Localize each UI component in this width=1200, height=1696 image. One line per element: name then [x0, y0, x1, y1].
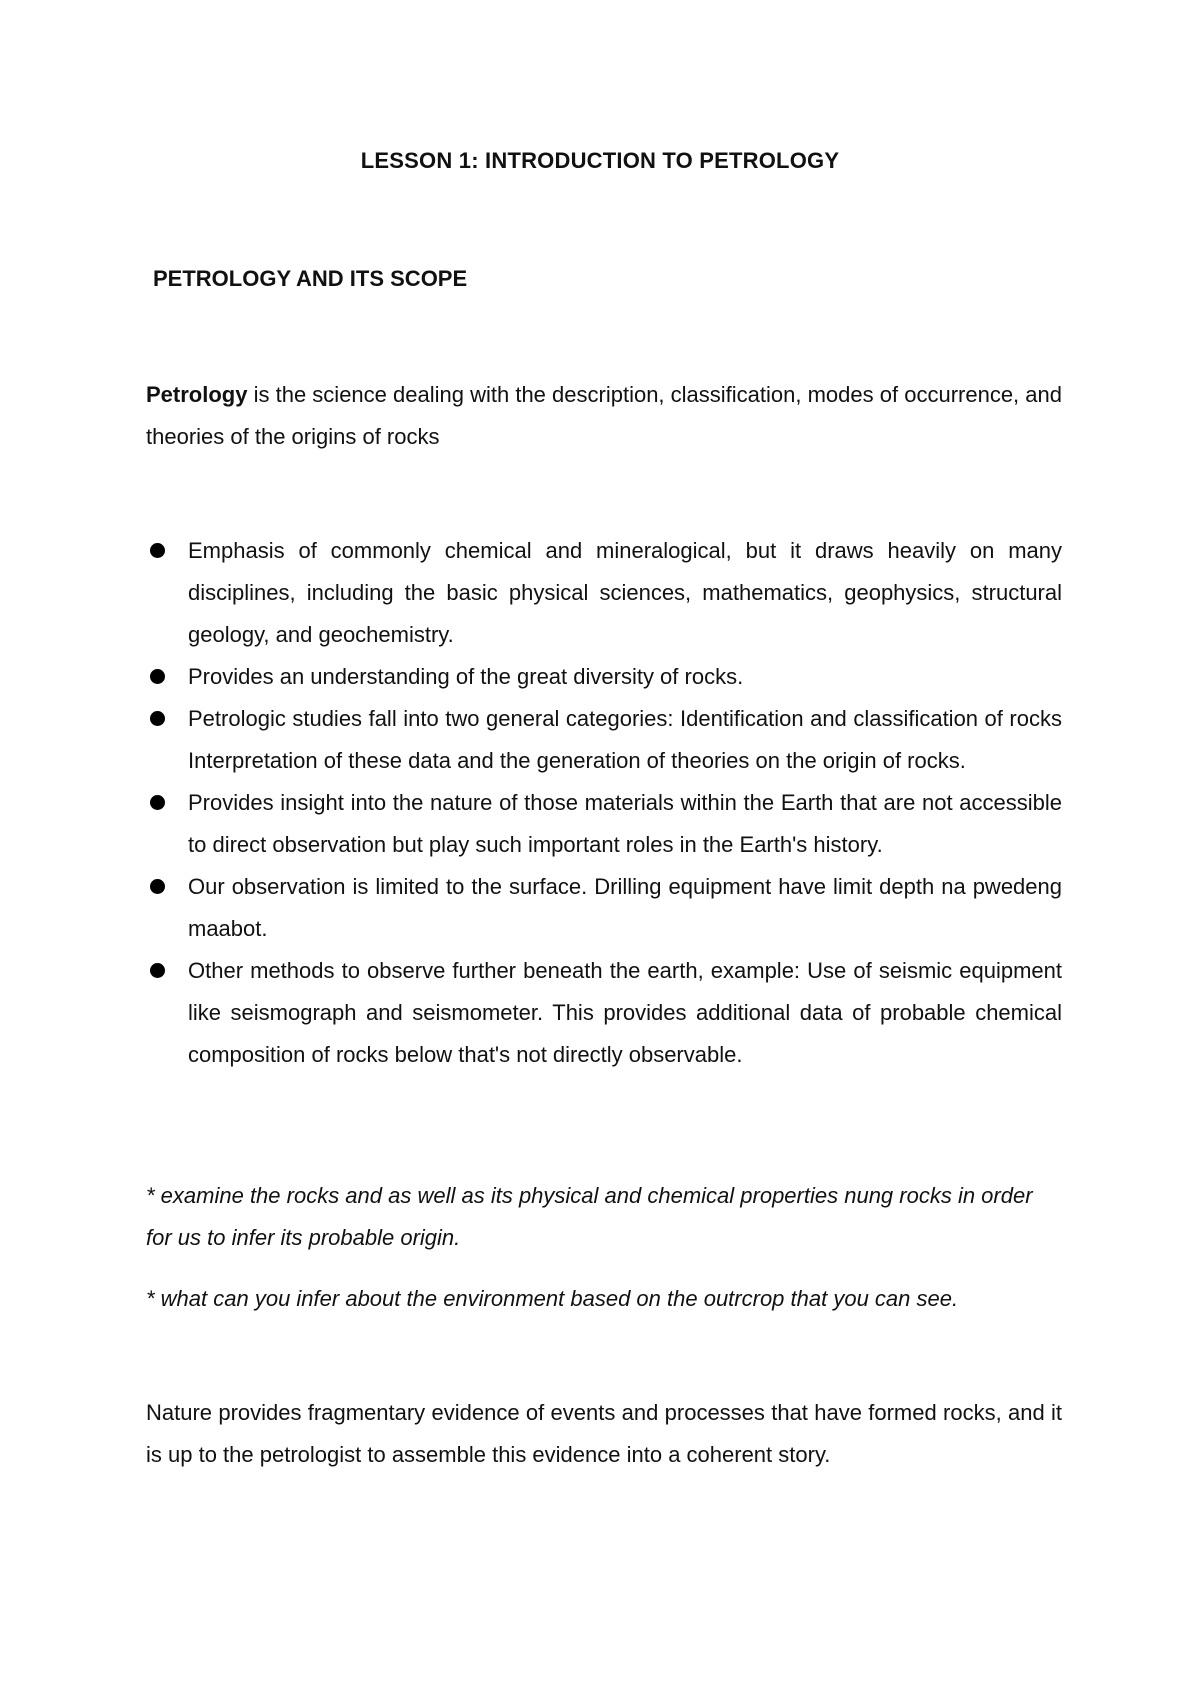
italic-note: * what can you infer about the environment based on the outrcrop that you can see. [146, 1286, 959, 1311]
bullet-dot-icon [150, 795, 165, 810]
bullet-dot-icon [150, 711, 165, 726]
bullet-text: Emphasis of commonly chemical and mineralogical, but it draws heavily on many disciplines, including the basic physical sciences, mathematics, geophysics, structural geology, and geochemistry. [188, 538, 1062, 647]
bullet-list [146, 530, 1062, 1076]
intro-text: is the science dealing with the description, classification, modes of occurrence, and theories of the origins of rocks [146, 382, 1062, 449]
bullet-text: Provides insight into the nature of those materials within the Earth that are not accessible to direct observation but play such important roles in the Earth's history. [188, 790, 1062, 857]
bullet-text: Petrologic studies fall into two general categories: Identification and classification of rocks Interpretation of these data and the generation of theories on the origin of rocks. [188, 706, 1062, 773]
italic-note: * examine the rocks and as well as its physical and chemical properties nung rocks in order for us to infer its probable origin. [146, 1183, 1033, 1250]
intro-term: Petrology [146, 382, 248, 407]
bullet-item [146, 656, 1062, 698]
bullet-dot-icon [150, 543, 165, 558]
bullet-item [146, 530, 1062, 656]
bullet-text: Other methods to observe further beneath the earth, example: Use of seismic equipment like seismograph and seismometer. This provides additional data of probable chemical composition of rocks below that's not directly observable. [188, 958, 1062, 1067]
closing-paragraph: Nature provides fragmentary evidence of events and processes that have formed rocks, and it is up to the petrologist to assemble this evidence into a coherent story. [146, 1400, 1062, 1467]
bullet-dot-icon [150, 963, 165, 978]
bullet-text: Our observation is limited to the surface. Drilling equipment have limit depth na pwedeng maabot. [188, 874, 1062, 941]
bullet-text: Provides an understanding of the great diversity of rocks. [188, 664, 744, 689]
bullet-dot-icon [150, 669, 165, 684]
bullet-item [146, 698, 1062, 782]
bullet-item [146, 782, 1062, 866]
bullet-item [146, 950, 1062, 1076]
bullet-dot-icon [150, 879, 165, 894]
bullet-item [146, 866, 1062, 950]
section-heading: PETROLOGY AND ITS SCOPE [153, 266, 468, 291]
intro-paragraph [146, 374, 1062, 458]
lesson-title: LESSON 1: INTRODUCTION TO PETROLOGY [360, 148, 840, 173]
